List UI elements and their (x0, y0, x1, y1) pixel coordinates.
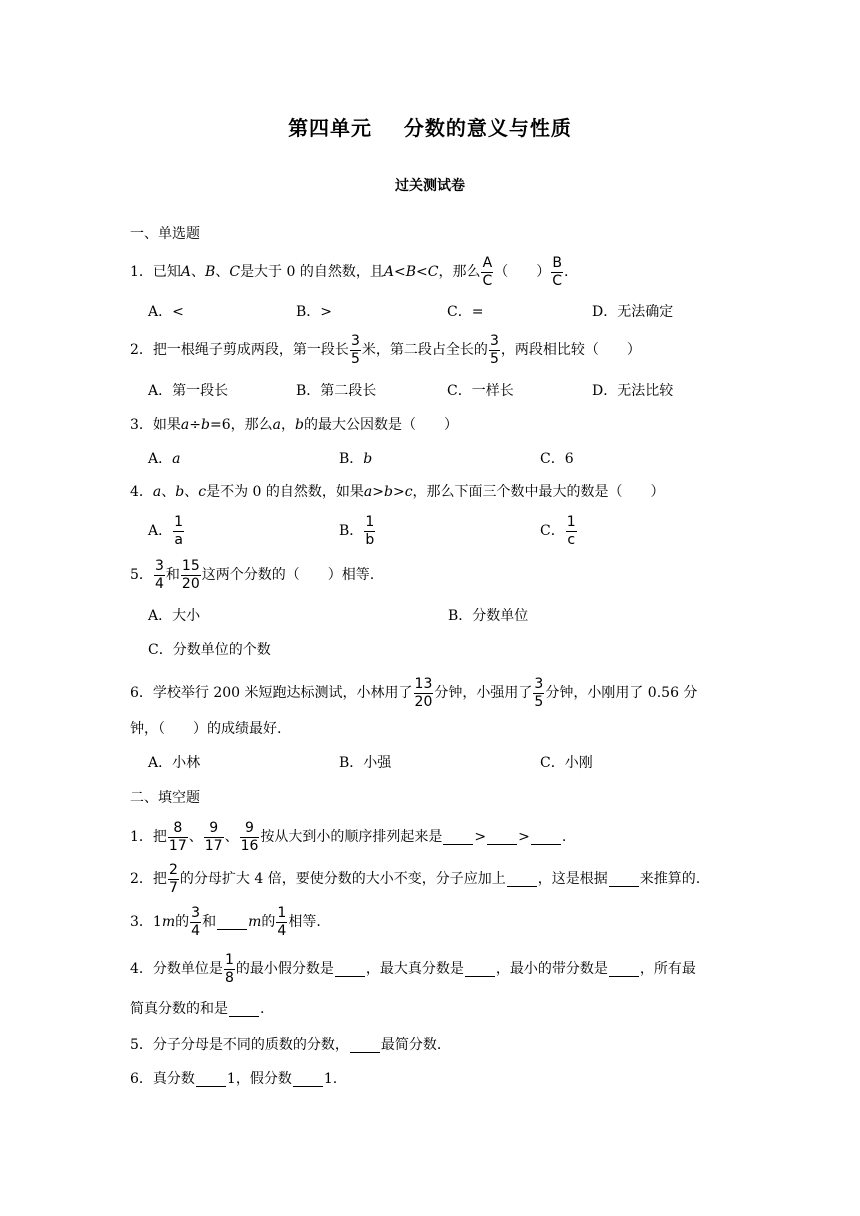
answer-blank[interactable] (350, 1038, 380, 1053)
section-heading-single-choice: 一、单选题 (130, 226, 200, 242)
question-1-1-options (130, 297, 730, 327)
fraction: $\frac{3}{4}$ (154, 557, 164, 592)
answer-blank[interactable] (465, 962, 495, 977)
option-d[interactable]: D．无法确定 (592, 304, 674, 320)
question-1-3-options (130, 444, 730, 474)
question-1-4: 4． a 、 b 、 c 是不为 0 的自然数，如果 a > b > c ，那么下面三个数中最大的数是（ ） (130, 484, 665, 500)
option-b[interactable]: B． b (339, 451, 373, 467)
option-c[interactable]: C．分数单位的个数 (148, 642, 271, 658)
answer-blank[interactable] (507, 872, 537, 887)
fraction: $\frac{1}{4}$ (277, 904, 287, 939)
fraction: $\frac{3}{5}$ (489, 332, 499, 367)
fraction: $\frac{3}{4}$ (191, 904, 201, 939)
fraction: $\frac{3}{5}$ (534, 675, 544, 710)
option-a[interactable]: A． $\frac{1}{a}$ (148, 513, 184, 548)
option-d[interactable]: D．无法比较 (592, 383, 674, 399)
question-1-5-options (130, 601, 730, 631)
question-1-6-options (130, 748, 730, 778)
question-2-1: 1．把 $\frac{8}{17}$ 、 $\frac{9}{17}$ 、 $\frac{9}{16}$ 按从大到小的顺序排列起来是 > > . (130, 819, 567, 854)
question-1-4-options (130, 513, 730, 548)
fraction: $\frac{B}{C}$ (552, 254, 563, 289)
question-1-6: 6．学校举行 200 米短跑达标测试，小林用了 $\frac{13}{20}$ 分钟，小强用了 $\frac{3}{5}$ 分钟，小刚用了 0.56 分 (130, 675, 698, 710)
option-b[interactable]: B．分数单位 (448, 608, 529, 624)
option-b[interactable]: B．第二段长 (296, 383, 377, 399)
question-2-3: 3．1 m 的 $\frac{3}{4}$ 和 m 的 $\frac{1}{4}$ 相等. (130, 904, 321, 939)
fraction: $\frac{A}{C}$ (482, 254, 493, 289)
fraction: $\frac{15}{20}$ (181, 557, 200, 592)
question-1-5-options-2 (130, 635, 730, 665)
answer-blank[interactable] (293, 1072, 323, 1087)
option-c[interactable]: C．6 (540, 451, 574, 467)
question-2-5: 5．分子分母是不同的质数的分数， 最简分数. (130, 1037, 442, 1053)
option-b[interactable]: B．小强 (339, 755, 392, 771)
question-2-4: 4．分数单位是 $\frac{1}{8}$ 的最小假分数是 ，最大真分数是 ，最小的带分数是 ，所有最 (130, 951, 696, 986)
fraction: $\frac{9}{16}$ (240, 819, 259, 854)
option-c[interactable]: C．小刚 (540, 755, 593, 771)
option-b[interactable]: B． $\frac{1}{b}$ (339, 513, 375, 548)
question-2-6: 6．真分数 1，假分数 1. (130, 1071, 338, 1087)
answer-blank[interactable] (609, 872, 639, 887)
answer-blank[interactable] (609, 962, 639, 977)
option-c[interactable]: C． $\frac{1}{c}$ (540, 513, 576, 548)
option-c[interactable]: C．= (447, 304, 484, 320)
option-c[interactable]: C．一样长 (447, 383, 514, 399)
option-a[interactable]: A． a (148, 451, 181, 467)
question-2-4-line2: 简真分数的和是 . (130, 1001, 265, 1017)
option-b[interactable]: B．> (296, 304, 333, 320)
option-a[interactable]: A．第一段长 (148, 383, 229, 399)
question-1-2-options (130, 376, 730, 406)
answer-blank[interactable] (443, 830, 473, 845)
answer-blank[interactable] (217, 915, 247, 930)
section-heading-fill-blank: 二、填空题 (130, 790, 200, 806)
answer-blank[interactable] (196, 1072, 226, 1087)
option-a[interactable]: A．小林 (148, 755, 201, 771)
fraction: $\frac{3}{5}$ (350, 332, 360, 367)
answer-blank[interactable] (487, 830, 517, 845)
page-subtitle: 过关测试卷 (395, 178, 465, 194)
question-2-2: 2．把 $\frac{2}{7}$ 的分母扩大 4 倍，要使分数的大小不变，分子应加上 ，这是根据 来推算的. (130, 861, 701, 896)
question-1-2: 2．把一根绳子剪成两段，第一段长 $\frac{3}{5}$ 米，第二段占全长的 $\frac{3}{5}$ ，两段相比较（ ） (130, 332, 641, 367)
answer-blank[interactable] (531, 830, 561, 845)
fraction: $\frac{9}{17}$ (204, 819, 223, 854)
fraction: $\frac{13}{20}$ (414, 675, 433, 710)
fraction: $\frac{1}{8}$ (224, 951, 234, 986)
question-1-5: 5． $\frac{3}{4}$ 和 $\frac{15}{20}$ 这两个分数的（ ）相等. (130, 557, 375, 592)
page-title: 第四单元 分数的意义与性质 (288, 116, 572, 140)
question-1-3: 3．如果 a ÷ b =6，那么 a ， b 的最大公因数是（ ） (130, 417, 458, 433)
answer-blank[interactable] (229, 1002, 259, 1017)
fraction: $\frac{8}{17}$ (168, 819, 187, 854)
fraction: $\frac{2}{7}$ (168, 861, 178, 896)
question-1-1: 1．已知 A 、 B 、 C 是大于 0 的自然数，且 A < B < C ，那么 $\frac{A}{C}$ （ ） $\frac{B}{C}$ . (130, 254, 569, 289)
question-1-6-line2: 钟，（ ）的成绩最好. (130, 721, 282, 737)
answer-blank[interactable] (335, 962, 365, 977)
option-a[interactable]: A．大小 (148, 608, 201, 624)
option-a[interactable]: A．< (148, 304, 184, 320)
